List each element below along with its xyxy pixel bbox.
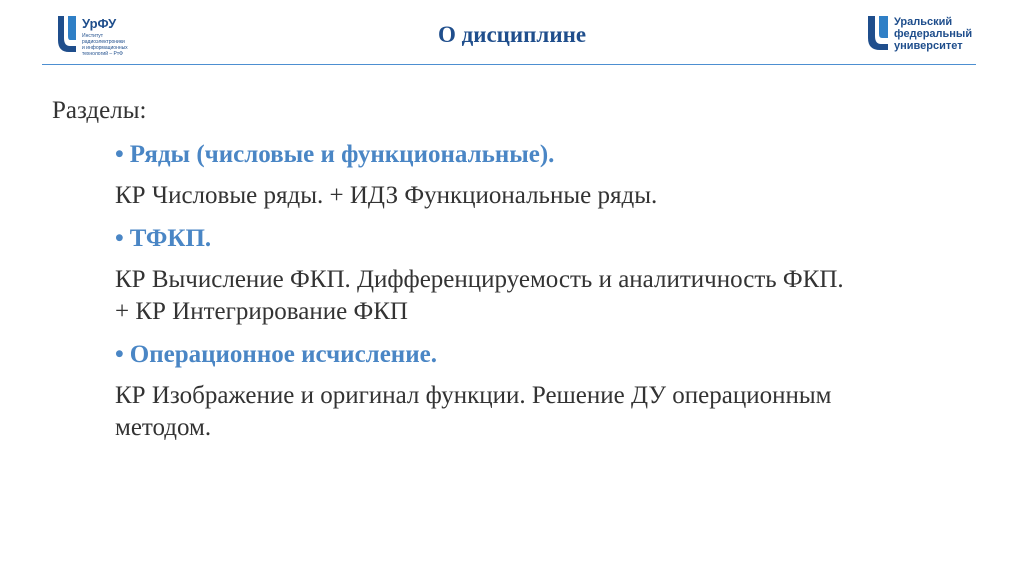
logo-subtitle-line: и информационных xyxy=(82,45,128,51)
bullet-icon: • xyxy=(115,141,124,168)
logo-subtitle-line: технологий – РтФ xyxy=(82,51,123,57)
university-name xyxy=(894,16,972,52)
section-item xyxy=(115,224,992,328)
slide-header xyxy=(0,0,1024,70)
bullet-icon: • xyxy=(115,225,124,252)
urfu-u-logo-icon xyxy=(866,14,890,52)
section-description: КР Изображение и оригинал функции. Решение ДУ операционным методом. xyxy=(115,382,832,441)
section-description: КР Вычисление ФКП. Дифференцируемость и аналитичность ФКП. + КР Интегрирование ФКП xyxy=(115,266,844,325)
logo-subtitle-line: радиоэлектроники xyxy=(82,39,125,45)
section-heading xyxy=(115,224,992,254)
logo-subtitle-line: Институт xyxy=(82,33,104,39)
university-name-line: университет xyxy=(894,40,963,52)
section-heading-text: Ряды (числовые и функциональные). xyxy=(129,141,555,168)
section-heading xyxy=(115,140,992,170)
page-title: О дисциплине xyxy=(437,22,587,47)
section-heading xyxy=(115,340,992,370)
university-name-line: Уральский xyxy=(894,16,953,28)
slide-content xyxy=(52,96,992,456)
section-description: КР Числовые ряды. + ИДЗ Функциональные ряды. xyxy=(115,182,658,209)
logo-name: УрФУ xyxy=(82,16,117,31)
section-heading-text: Операционное исчисление. xyxy=(129,341,437,368)
section-item xyxy=(115,340,992,444)
section-item xyxy=(115,140,992,212)
bullet-icon: • xyxy=(115,341,124,368)
section-heading-text: ТФКП. xyxy=(129,225,212,252)
urfu-university-logo xyxy=(866,14,996,58)
university-name-line: федеральный xyxy=(894,28,973,40)
header-divider xyxy=(42,64,976,65)
sections-label: Разделы: xyxy=(52,97,147,124)
